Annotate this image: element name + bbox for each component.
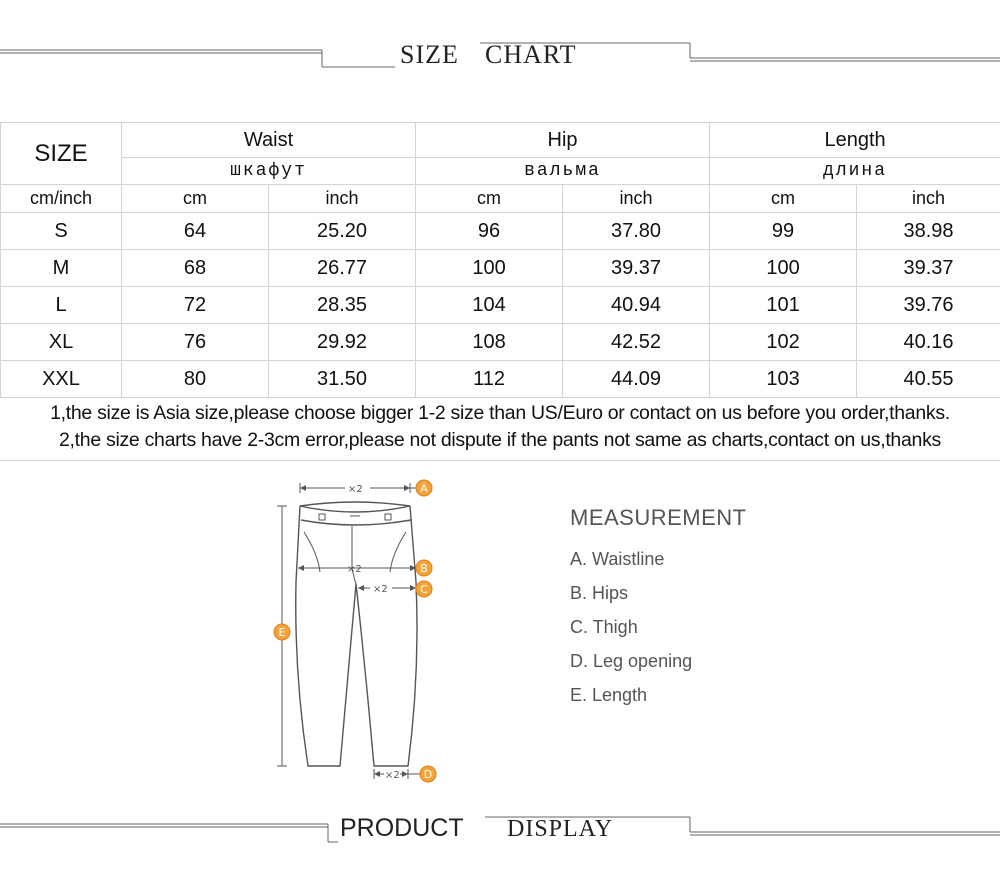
marker-label: A <box>420 482 428 495</box>
length-header: Length <box>710 123 1000 158</box>
table-row <box>1 213 1000 250</box>
marker-e-icon <box>274 624 290 640</box>
value-cell: 25.20 <box>269 213 416 250</box>
multiplier-label: ×2 <box>347 564 362 575</box>
measurement-item: E. Length <box>570 685 648 705</box>
size-cell: L <box>1 287 122 324</box>
pants-outline <box>296 502 417 766</box>
waist-header: Waist <box>122 123 416 158</box>
unit-cell: inch <box>563 185 710 213</box>
marker-label: E <box>278 626 286 639</box>
size-notes <box>0 400 1000 454</box>
unit-row <box>1 185 1000 213</box>
unit-cell: cm <box>710 185 857 213</box>
value-cell: 112 <box>416 361 563 398</box>
value-cell: 96 <box>416 213 563 250</box>
size-cell: XXL <box>1 361 122 398</box>
measurement-item: C. Thigh <box>570 617 638 637</box>
value-cell: 40.94 <box>563 287 710 324</box>
unit-cell: inch <box>857 185 1000 213</box>
size-chart-banner <box>0 36 1000 76</box>
unit-cell: inch <box>269 185 416 213</box>
banner-rules <box>0 812 1000 852</box>
value-cell: 104 <box>416 287 563 324</box>
value-cell: 64 <box>122 213 269 250</box>
measurement-title: MEASUREMENT <box>570 505 747 530</box>
note-line: 2,the size charts have 2-3cm error,please not dispute if the pants not same as charts,contact on us,thanks <box>59 429 941 451</box>
value-cell: 80 <box>122 361 269 398</box>
hip-header-ru: вальма <box>416 158 710 185</box>
value-cell: 39.37 <box>563 250 710 287</box>
value-cell: 31.50 <box>269 361 416 398</box>
marker-b-icon <box>416 560 432 576</box>
marker-d-icon <box>420 766 436 782</box>
unit-cell: cm <box>416 185 563 213</box>
length-header-ru: длина <box>710 158 1000 185</box>
value-cell: 100 <box>416 250 563 287</box>
value-cell: 40.55 <box>857 361 1000 398</box>
marker-label: C <box>420 583 428 596</box>
unit-cell: cm <box>122 185 269 213</box>
value-cell: 99 <box>710 213 857 250</box>
value-cell: 76 <box>122 324 269 361</box>
measurement-legend <box>570 505 747 719</box>
size-cell: M <box>1 250 122 287</box>
hip-header: Hip <box>416 123 710 158</box>
banner-word-product: PRODUCT <box>340 814 464 842</box>
table-row <box>1 324 1000 361</box>
value-cell: 39.37 <box>857 250 1000 287</box>
measurement-item: D. Leg opening <box>570 651 693 671</box>
unit-label: cm/inch <box>1 185 122 213</box>
table-row <box>1 361 1000 398</box>
banner-word-display: DISPLAY <box>507 816 614 842</box>
size-header: SIZE <box>1 123 122 185</box>
measurement-item: A. Waistline <box>570 549 665 569</box>
value-cell: 28.35 <box>269 287 416 324</box>
value-cell: 100 <box>710 250 857 287</box>
divider <box>0 460 1000 461</box>
value-cell: 39.76 <box>857 287 1000 324</box>
value-cell: 42.52 <box>563 324 710 361</box>
waist-header-ru: шкафут <box>122 158 416 185</box>
banner-word-chart: CHART <box>485 40 577 69</box>
value-cell: 102 <box>710 324 857 361</box>
value-cell: 37.80 <box>563 213 710 250</box>
size-table <box>0 122 1000 398</box>
marker-c-icon <box>416 581 432 597</box>
size-cell: XL <box>1 324 122 361</box>
table-row <box>1 250 1000 287</box>
value-cell: 40.16 <box>857 324 1000 361</box>
value-cell: 29.92 <box>269 324 416 361</box>
multiplier-label: ×2 <box>385 770 400 781</box>
value-cell: 26.77 <box>269 250 416 287</box>
product-display-banner <box>0 812 1000 852</box>
value-cell: 72 <box>122 287 269 324</box>
value-cell: 101 <box>710 287 857 324</box>
measurement-arrows <box>298 485 416 777</box>
table-row <box>1 287 1000 324</box>
note-line: 1,the size is Asia size,please choose bigger 1-2 size than US/Euro or contact on us before you order,thanks. <box>50 402 950 424</box>
marker-a-icon <box>416 480 432 496</box>
value-cell: 38.98 <box>857 213 1000 250</box>
multiplier-label: ×2 <box>373 584 388 595</box>
banner-word-size: SIZE <box>400 40 459 69</box>
marker-label: B <box>420 562 428 575</box>
size-cell: S <box>1 213 122 250</box>
value-cell: 108 <box>416 324 563 361</box>
marker-label: D <box>423 768 433 781</box>
measurement-item: B. Hips <box>570 583 629 603</box>
multiplier-label: ×2 <box>348 484 363 495</box>
value-cell: 68 <box>122 250 269 287</box>
value-cell: 103 <box>710 361 857 398</box>
pants-diagram <box>270 474 450 790</box>
value-cell: 44.09 <box>563 361 710 398</box>
